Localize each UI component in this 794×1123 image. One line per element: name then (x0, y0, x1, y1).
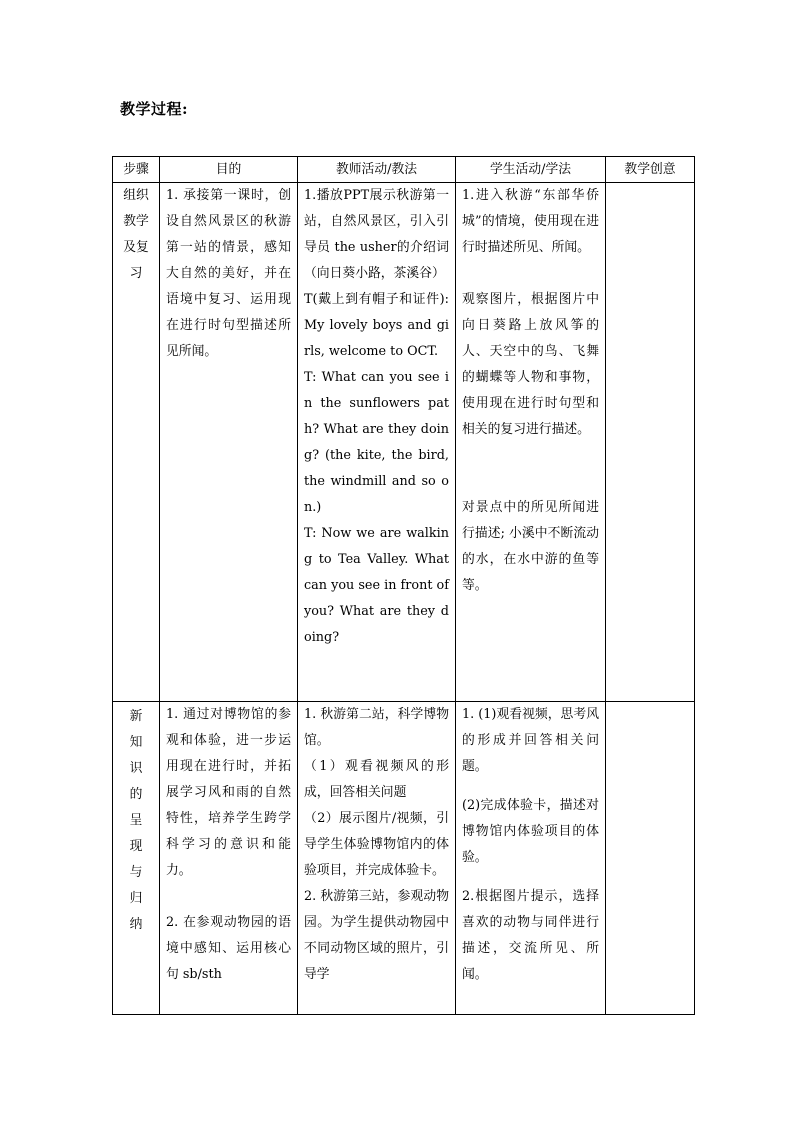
section-heading: 教学过程: (120, 100, 189, 118)
purpose-paragraph: 1. 通过对博物馆的参观和体验，进一步运用现在进行时，并拓展学习风和雨的自然特性，培养学生跨学科学习的意识和能力。 (166, 707, 291, 878)
teacher-activity-paragraph: T(戴上到有帽子和证件): My lovely boys and girls, welcome to OCT. (304, 292, 449, 359)
step-label: 组织教学及复习 (123, 188, 149, 281)
teacher-activity-paragraph: 1.播放PPT展示秋游第一站，自然风景区，引入引导员 the usher的介绍词（向日葵小路，茶溪谷） (304, 188, 449, 281)
teacher-activity-paragraph: 2. 秋游第三站，参观动物园。为学生提供动物园中不同动物区域的照片，引导学 (304, 889, 449, 982)
step-label: 新知识的呈现与归纳 (129, 709, 143, 932)
student-activity-paragraph: (2)完成体验卡，描述对博物馆内体验项目的体验。 (462, 798, 599, 865)
table-row (113, 702, 695, 1015)
teacher-activity-paragraph: （2）展示图片/视频，引导学生体验博物馆内的体验项目，并完成体验卡。 (304, 811, 449, 878)
header-student-activity: 学生活动/学法 (456, 157, 606, 183)
purpose-text: 1. 承接第一课时，创设自然风景区的秋游第一站的情景，感知大自然的美好，并在语境中复习、运用现在进行时句型描述所见所闻。 (166, 188, 291, 359)
teacher-activity-paragraph: T: Now we are walking to Tea Valley. What can you see in front of you? What are they doing? (304, 526, 449, 645)
student-activity-cell (456, 183, 606, 702)
teacher-activity-paragraph: T: What can you see in the sunflowers path? What are they doing? (the kite, the bird, the windmill and so on.) (304, 370, 449, 515)
student-activity-paragraph: 对景点中的所见所闻进行描述; 小溪中不断流动的水，在水中游的鱼等等。 (462, 500, 599, 593)
student-activity-paragraph: 观察图片，根据图片中向日葵路上放风筝的人、天空中的鸟、飞舞的蝴蝶等人物和事物，使用现在进行时句型和相关的复习进行描述。 (462, 292, 599, 437)
teacher-activity-paragraph: （1）观看视频风的形成，回答相关问题 (304, 759, 449, 800)
header-step: 步骤 (113, 157, 160, 183)
teacher-activity-cell (298, 183, 456, 702)
table-row (113, 183, 695, 702)
teacher-activity-cell (298, 702, 456, 1015)
table-header-row (113, 157, 695, 183)
student-activity-paragraph: 1.进入秋游“东部华侨城”的情境，使用现在进行时描述所见、所闻。 (462, 188, 599, 255)
header-purpose: 目的 (160, 157, 298, 183)
creative-idea-cell (606, 183, 695, 702)
header-teacher-activity: 教师活动/教法 (298, 157, 456, 183)
creative-idea-cell (606, 702, 695, 1015)
step-cell (113, 183, 160, 702)
purpose-cell (160, 183, 298, 702)
purpose-cell (160, 702, 298, 1015)
header-creative-idea: 教学创意 (606, 157, 695, 183)
teacher-activity-paragraph: 1. 秋游第二站，科学博物馆。 (304, 707, 449, 748)
step-cell (113, 702, 160, 1015)
student-activity-paragraph: 2.根据图片提示，选择喜欢的动物与同伴进行描述，交流所见、所闻。 (462, 889, 599, 982)
lesson-process-table (112, 156, 695, 1015)
purpose-paragraph: 2. 在参观动物园的语境中感知、运用核心句 sb/sth (166, 915, 291, 982)
student-activity-cell (456, 702, 606, 1015)
student-activity-paragraph: 1. (1)观看视频，思考风的形成并回答相关问题。 (462, 707, 599, 774)
